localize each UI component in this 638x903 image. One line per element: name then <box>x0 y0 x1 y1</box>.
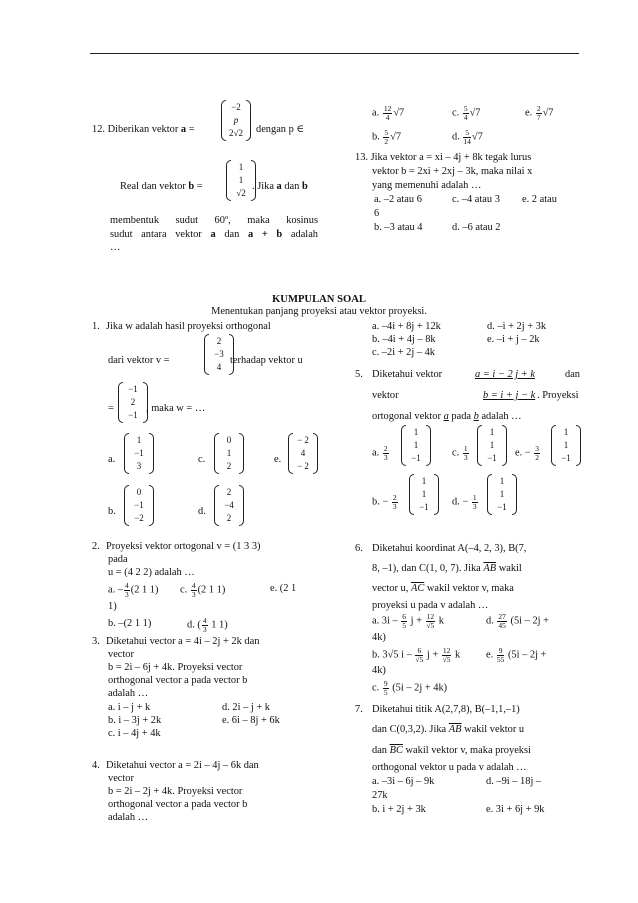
option-b-matrix: 0 −1 −2 <box>124 485 154 526</box>
option-d: d. $\frac{5}{14}$ √7 <box>452 128 483 146</box>
option-a: a. $\frac{2}{3}$ <box>372 444 388 462</box>
option-c: c. $\frac{9}{5}$ (5i – 2j + 4k) <box>372 679 448 697</box>
option-a-matrix: 1 −1 3 <box>124 433 154 474</box>
option-e: e. − $\frac{3}{2}$ <box>515 444 540 462</box>
option-c: c. $\frac{1}{3}$ <box>452 444 468 462</box>
question-number: 12. <box>92 124 105 135</box>
option-d: d. $\frac{27}{45}$ (5i – 2j + <box>486 612 549 630</box>
option-e: e. $\frac{2}{7}$ √7 <box>525 104 554 122</box>
option-c: c. $\frac{5}{4}$ √7 <box>452 104 481 122</box>
option-d-matrix: 2 −4 2 <box>214 485 244 526</box>
section-title: KUMPULAN SOAL <box>272 294 366 305</box>
vector-u-matrix: −1 2 −1 <box>118 382 148 423</box>
option-a: a. 3i – $\frac{6}{5}$ j + $\frac{12}{√5}$ k <box>372 612 444 630</box>
section-subtitle: Menentukan panjang proyeksi atau vektor proyeksi. <box>211 306 427 317</box>
option-c-matrix: 0 1 2 <box>214 433 244 474</box>
option-b: b. − $\frac{2}{3}$ <box>372 493 397 511</box>
vector-b-matrix: 1 1 √2 <box>226 160 256 201</box>
option-a: a. $\frac{12}{4}$ √7 <box>372 104 405 122</box>
option-b: b. $\frac{5}{2}$ √7 <box>372 128 402 146</box>
option-e: e. $\frac{9}{55}$ (5i – 2j + <box>486 646 547 664</box>
header-rule <box>90 53 579 54</box>
option-e-matrix: − 2 4 − 2 <box>288 433 318 474</box>
vector-a-matrix: −2 p 2√2 <box>221 100 251 141</box>
vector-v-matrix: 2 −3 4 <box>204 334 234 375</box>
option-d: d. − $\frac{1}{3}$ <box>452 493 477 511</box>
option-b: b. 3√5 i – $\frac{6}{√5}$ j + $\frac{12}{√5}$ k <box>372 646 461 664</box>
